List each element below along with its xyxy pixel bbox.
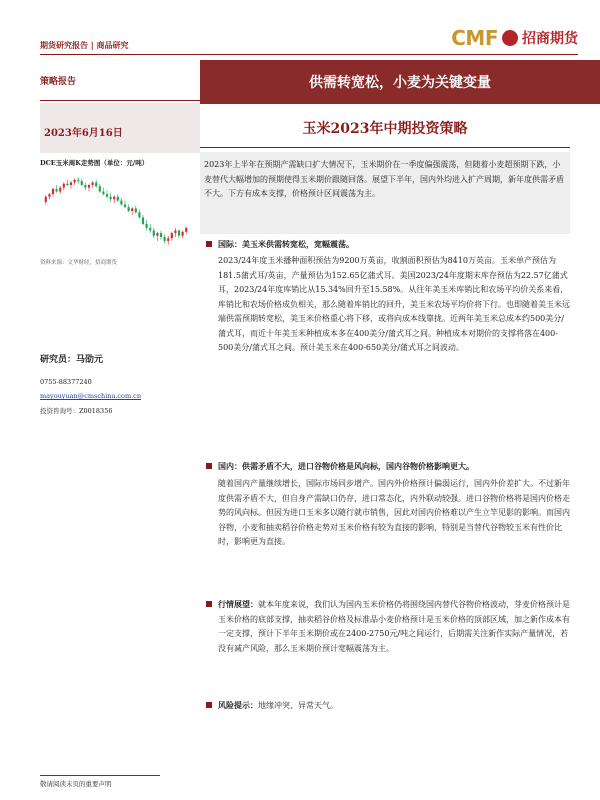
footer-disclaimer: 敬请阅读末页的重要声明 xyxy=(40,780,112,788)
risk-heading: 风险提示： xyxy=(218,700,258,710)
report-type: 策略报告 xyxy=(40,77,77,87)
candle-body xyxy=(156,233,158,236)
candle-body xyxy=(81,181,83,185)
section-outlook xyxy=(218,597,570,656)
outlook-heading: 行情展望： xyxy=(218,599,258,609)
candle-body xyxy=(52,189,54,194)
section-body-domestic: 随着国内产量继续增长，国际市场同步增产。国内外价格预计偏弱运行，国内外价差扩大。不过新年度供需矛盾不大，但自身产需缺口仍存，进口常态化，内外联动较强。进口谷物价格将是国内价格走势的风向标。但因为进口玉米多以随行就市销售，因此对国内价格难以产生立竿见影的影响。而国内谷物，小麦和抽卖稻谷价格走势对玉米价格有较为直接的影响，特别是当替代谷物较玉米有性价比时，影响更为直接。 xyxy=(218,479,570,546)
candle-body xyxy=(66,184,68,185)
candle-body xyxy=(92,182,94,185)
section-heading-text: 国内：供需矛盾不大，进口谷物价格是风向标，国内谷物价格影响更大。 xyxy=(218,461,474,471)
section-heading-text: 国际：美玉米供需转宽松，宽幅震荡。 xyxy=(218,239,354,249)
candlestick-chart xyxy=(40,168,192,254)
candle-body xyxy=(167,238,169,241)
candle-body xyxy=(124,205,126,208)
candle-body xyxy=(99,186,101,191)
outlook-body: 就本年度来说，我们认为国内玉米价格仍将围绕国内替代谷物价格波动，芽麦价格预计是玉米价格的底部支撑，抽卖稻谷价格及标准品小麦价格预计是玉米价格的顶部区域，加之新作成本有一定支撑，预计下半年玉米期价或在2400-2750元/吨之间运行，后期需关注新作实际产量情况，若没有减产风险，那么玉米期价预计宽幅震荡为主。 xyxy=(218,600,570,653)
candle-body xyxy=(45,197,47,202)
candle-body xyxy=(95,182,97,186)
candle-body xyxy=(113,197,115,200)
candle-body xyxy=(70,182,72,185)
candle-body xyxy=(182,232,184,236)
left-divider xyxy=(40,100,200,101)
candle-body xyxy=(149,228,151,231)
candle-body xyxy=(178,231,180,236)
analyst-cert: 投资咨询号：Z0018356 xyxy=(40,407,113,415)
logo-cn-text: 招商期货 xyxy=(522,31,578,47)
candle-body xyxy=(153,231,155,236)
candle-body xyxy=(77,180,79,181)
candle-body xyxy=(102,192,104,195)
chart-title: DCE玉米周K走势图（单位：元/吨） xyxy=(40,159,149,167)
risk-body: 地缘冲突、异常天气。 xyxy=(258,701,338,710)
analyst-email-link[interactable]: mayouyuan@cmschina.com.cn xyxy=(40,392,142,400)
candle-body xyxy=(146,224,148,228)
candle-body xyxy=(88,185,90,188)
square-bullet-icon xyxy=(206,463,212,469)
square-bullet-icon xyxy=(206,702,212,708)
candle-body xyxy=(84,185,86,188)
candle-body xyxy=(164,237,166,241)
banner-title: 供需转宽松，小麦为关键变量 xyxy=(200,60,600,104)
candle-body xyxy=(63,184,65,188)
report-date: 2023年6月16日 xyxy=(44,128,123,139)
candle-body xyxy=(142,218,144,225)
candle-body xyxy=(160,233,162,237)
square-bullet-icon xyxy=(206,241,212,247)
candle-body xyxy=(48,194,50,197)
chart-source: 资料来源：文华财经，招商期货 xyxy=(40,260,118,266)
candle-body xyxy=(135,208,137,212)
candle-body xyxy=(185,228,187,232)
logo-text: CMF xyxy=(451,26,498,50)
summary-box: 2023年上半年在预期产需缺口扩大情况下，玉米期价在一季度偏强震荡，但随着小麦超预期下跌，小麦替代大幅增加的预期使得玉米期价跟随回落。展望下半年，国内外均进入扩产周期，新年度供需矛盾不大。下方有成本支撑，价格预计区间震荡为主。 xyxy=(200,152,570,234)
title-divider xyxy=(200,147,570,148)
candle-body xyxy=(171,233,173,238)
report-title: 玉米2023年中期投资策略 xyxy=(302,121,468,137)
analyst-name: 研究员：马劭元 xyxy=(40,355,104,365)
candle-body xyxy=(110,197,112,200)
candle-body xyxy=(174,231,176,234)
candle-body xyxy=(131,208,133,211)
candle-body xyxy=(138,212,140,217)
candle-body xyxy=(106,194,108,197)
candle-body xyxy=(120,201,122,205)
section-body-international: 2023/24年度玉米播种面积预估为9200万英亩，收割面积预估为8410万英亩。玉米单产预估为181.5蒲式耳/英亩，产量预估为152.65亿蒲式耳。美国2023/24年度期末库存预估为22.57亿蒲式耳，2023/24年度库销比从15.34%回升至15.58%。从往年美玉米库销比和农场平均价关系来看，库销比和农场价格成负相关，那么随着库销比的回升，美玉米农场平均价将下行。也即随着美玉米远端供需预期转宽松，美玉米价格重心将下移，或将向成本线靠拢。近两年美玉米总成本约500美分/蒲式耳，而近十年美玉米种植成本多在400美分/蒲式耳之间。种植成本对期价的支撑将落在400-500美分/蒲式耳之间。预计美玉米在400-650美分/蒲式耳之间波动。 xyxy=(218,256,570,352)
square-bullet-icon xyxy=(206,601,212,607)
footer-divider xyxy=(40,775,160,776)
section-heading-domestic xyxy=(206,460,570,472)
analyst-phone: 0755-88377240 xyxy=(40,378,92,386)
header-divider xyxy=(40,54,578,55)
candle-body xyxy=(117,197,119,201)
company-logo xyxy=(451,26,578,50)
candle-body xyxy=(56,189,58,192)
candle-body xyxy=(59,188,61,192)
logo-badge-icon xyxy=(502,30,518,46)
breadcrumb: 期货研究报告 | 商品研究 xyxy=(40,40,129,50)
section-risk xyxy=(218,698,570,714)
section-heading-international xyxy=(206,238,570,250)
candle-body xyxy=(128,207,130,211)
candle-body xyxy=(74,180,76,183)
